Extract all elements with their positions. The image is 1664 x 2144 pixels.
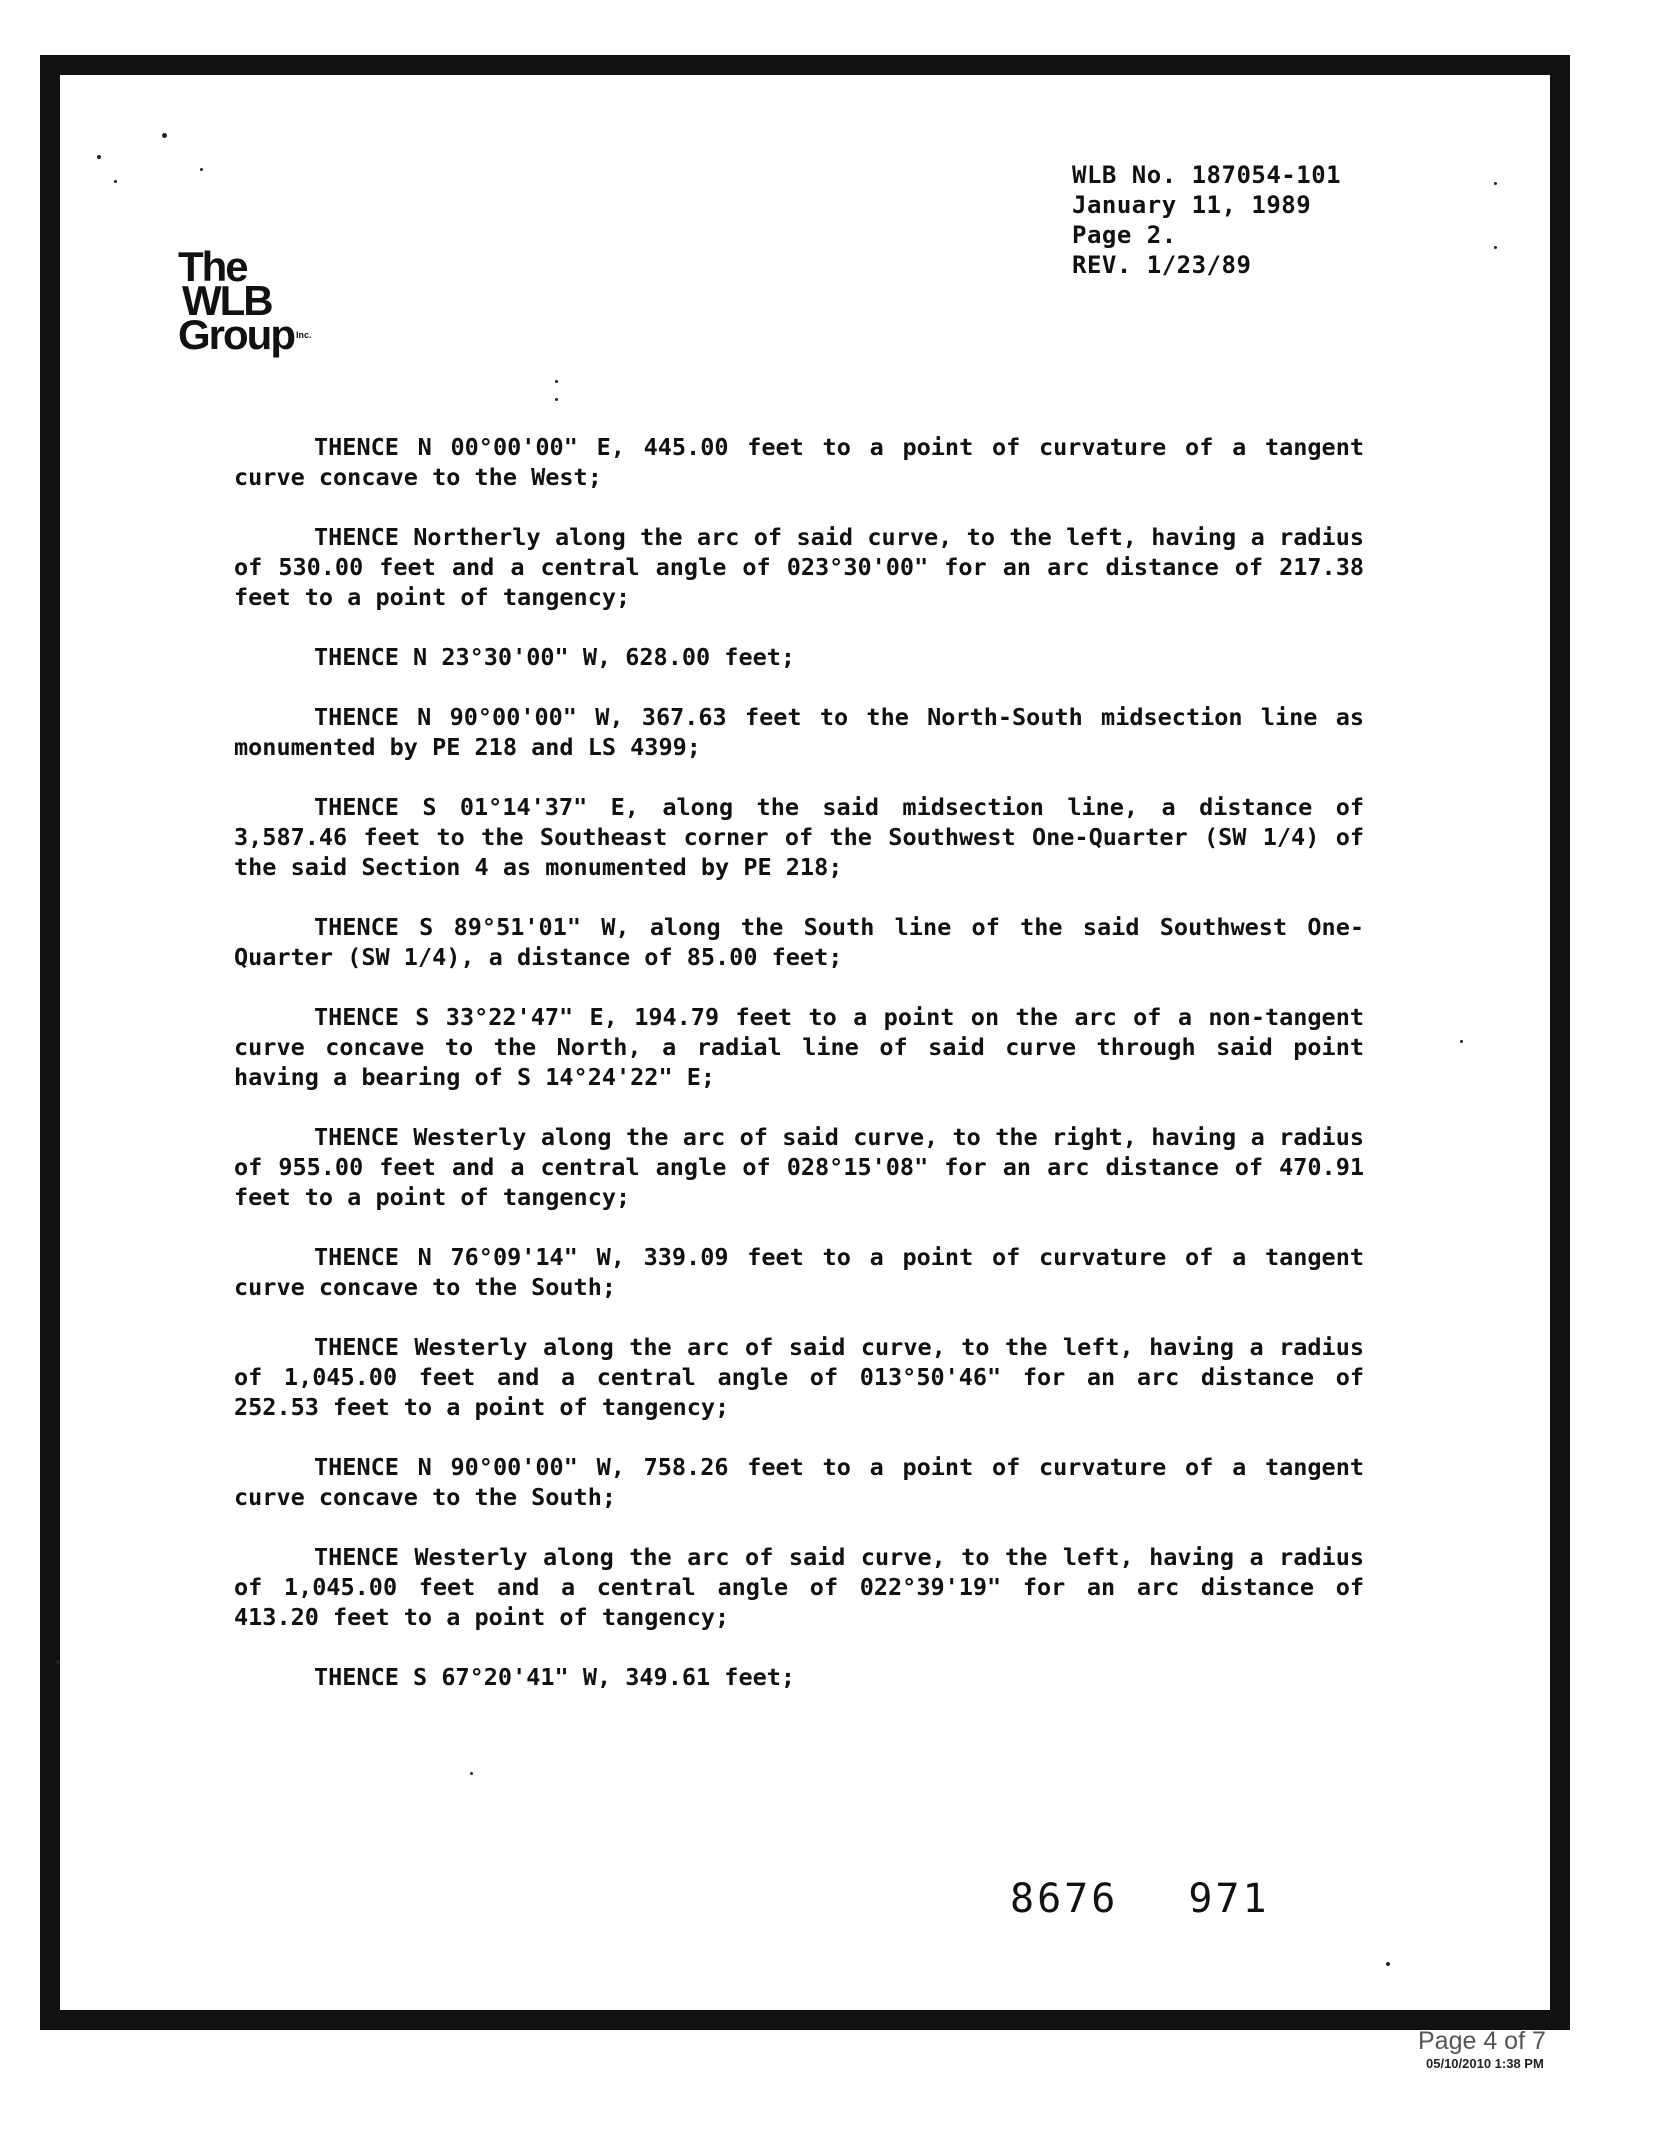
legal-paragraph: THENCE N 00°00'00" E, 445.00 feet to a point of curvature of a tangent curve concave to the West;	[234, 433, 1364, 491]
legal-description	[234, 432, 1364, 1722]
scan-speck	[470, 1772, 473, 1775]
legal-paragraph: THENCE N 23°30'00" W, 628.00 feet;	[314, 643, 796, 671]
recording-book: 8676	[1010, 1876, 1119, 1922]
logo-line-1: The	[178, 243, 247, 290]
legal-paragraph: THENCE S 89°51'01" W, along the South line of the said Southwest One-Quarter (SW 1/4), a distance of 85.00 feet;	[234, 913, 1364, 971]
wlb-number: WLB No. 187054-101	[1072, 161, 1342, 189]
scan-speck	[555, 398, 558, 401]
scan-speck	[1460, 1040, 1463, 1043]
recording-page: 971	[1188, 1876, 1270, 1922]
revision-date: REV. 1/23/89	[1072, 251, 1252, 279]
legal-paragraph: THENCE Westerly along the arc of said curve, to the right, having a radius of 955.00 feet and a central angle of 028°15'08" for an arc distance of 470.91 feet to a point of tangency;	[234, 1123, 1364, 1211]
logo-line-2: WLB	[182, 277, 272, 324]
recording-number	[1010, 1876, 1270, 1922]
scan-speck	[162, 133, 167, 138]
scan-speck	[555, 380, 558, 383]
legal-paragraph: THENCE S 67°20'41" W, 349.61 feet;	[314, 1663, 796, 1691]
print-timestamp: 05/10/2010 1:38 PM	[1426, 2056, 1544, 2071]
legal-paragraph: THENCE N 76°09'14" W, 339.09 feet to a point of curvature of a tangent curve concave to the South;	[234, 1243, 1364, 1301]
document-date: January 11, 1989	[1072, 191, 1312, 219]
legal-paragraph: THENCE N 90°00'00" W, 758.26 feet to a point of curvature of a tangent curve concave to the South;	[234, 1453, 1364, 1511]
scan-speck	[200, 168, 203, 171]
logo-suffix: Inc.	[295, 330, 312, 340]
scan-speck	[1494, 246, 1497, 249]
legal-paragraph: THENCE S 01°14'37" E, along the said midsection line, a distance of 3,587.46 feet to the Southeast corner of the Southwest One-Quarter (SW 1/4) of the said Section 4 as monumented by PE 218;	[234, 793, 1364, 881]
document-header	[1072, 160, 1341, 280]
wlb-group-logo	[178, 243, 312, 358]
scan-speck	[56, 1660, 60, 1664]
legal-paragraph: THENCE Westerly along the arc of said curve, to the left, having a radius of 1,045.00 feet and a central angle of 013°50'46" for an arc distance of 252.53 feet to a point of tangency;	[234, 1333, 1364, 1421]
legal-paragraph: THENCE Westerly along the arc of said curve, to the left, having a radius of 1,045.00 feet and a central angle of 022°39'19" for an arc distance of 413.20 feet to a point of tangency;	[234, 1543, 1364, 1631]
logo-line-3: Group	[178, 311, 294, 358]
scan-speck	[97, 155, 101, 159]
legal-paragraph: THENCE N 90°00'00" W, 367.63 feet to the North-South midsection line as monumented by PE 218 and LS 4399;	[234, 703, 1364, 761]
scan-speck	[114, 180, 117, 183]
legal-paragraph: THENCE Northerly along the arc of said curve, to the left, having a radius of 530.00 feet and a central angle of 023°30'00" for an arc distance of 217.38 feet to a point of tangency;	[234, 523, 1364, 611]
scan-speck	[1494, 182, 1497, 185]
page-of-label: Page 4 of 7	[1418, 2027, 1546, 2055]
legal-paragraph: THENCE S 33°22'47" E, 194.79 feet to a point on the arc of a non-tangent curve concave to the North, a radial line of said curve through said point having a bearing of S 14°24'22" E;	[234, 1003, 1364, 1091]
page-number: Page 2.	[1072, 221, 1177, 249]
scan-speck	[1386, 1962, 1390, 1966]
